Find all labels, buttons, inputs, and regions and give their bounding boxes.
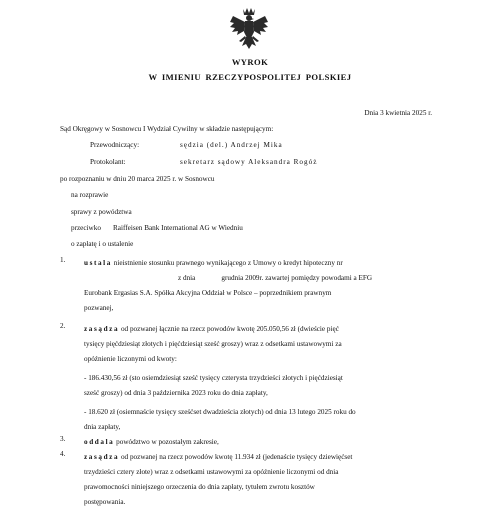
item-text: sześć groszy) od dnia 3 października 2023 roku do dnia zapłaty, bbox=[84, 389, 268, 397]
item-text: od pozwanej na rzecz powodów kwotę 11.934 zł (jedenaście tysięcy dziewięćset bbox=[120, 453, 353, 461]
judgment-items bbox=[60, 256, 436, 510]
case-subject: o zapłatę i o ustalenie bbox=[71, 240, 134, 248]
item-number: 3. bbox=[60, 435, 66, 443]
hearing-line: po rozpoznaniu w dniu 20 marca 2025 r. w Sosnowcu bbox=[60, 175, 215, 183]
item-text: Eurobank Ergasias S.A. Spółka Akcyjna Oddział w Polsce – poprzednikiem prawnym bbox=[84, 289, 332, 297]
item-text: z dnia bbox=[178, 274, 196, 282]
court-composition: Sąd Okręgowy w Sosnowcu I Wydział Cywilny w składzie następującym: bbox=[60, 125, 274, 133]
item-text: - 186.430,56 zł (sto osiemdziesiąt sześć tysięcy czterysta trzydzieści złotych i pięćdziesiąt bbox=[84, 374, 343, 382]
item-number: 4. bbox=[60, 450, 66, 458]
item-text: - 18.620 zł (osiemnaście tysięcy sześćset dwadzieścia złotych) od dnia 13 lutego 2025 roku do bbox=[84, 408, 356, 416]
list-item bbox=[60, 256, 436, 316]
item-text: powództwo w pozostałym zakresie, bbox=[116, 438, 219, 446]
document-subtitle: W IMIENIU RZECZYPOSPOLITEJ POLSKIEJ bbox=[148, 72, 352, 82]
defendant-label: przeciwko bbox=[71, 224, 101, 232]
list-item bbox=[60, 435, 436, 450]
item-text: prawomocności niniejszego orzeczenia do dnia zapłaty, tytułem zwrotu kosztów bbox=[84, 483, 315, 491]
item-text: grudnia 2009r. zawartej pomiędzy powodami a EFG bbox=[221, 274, 373, 282]
clerk-label: Protokolant: bbox=[90, 158, 126, 166]
item-keyword: oddala bbox=[84, 438, 115, 446]
item-text: dnia zapłaty, bbox=[84, 423, 121, 431]
judgment-date: Dnia 3 kwietnia 2025 r. bbox=[364, 109, 432, 117]
item-text: trzydzieści cztery złote) wraz z odsetkami ustawowymi za opóźnienie liczonymi od dnia bbox=[84, 468, 339, 476]
defendant-name: Raiffeisen Bank International AG w Wiedniu bbox=[113, 224, 243, 232]
list-item bbox=[60, 450, 436, 510]
item-text: postępowania. bbox=[84, 498, 126, 506]
presiding-judge: sędzia (del.) Andrzej Mika bbox=[180, 141, 283, 149]
polish-eagle-icon bbox=[228, 6, 270, 54]
clerk-name: sekretarz sądowy Aleksandra Rogóż bbox=[180, 158, 318, 166]
document-title: WYROK bbox=[231, 57, 269, 67]
item-number: 1. bbox=[60, 256, 66, 264]
item-text: nieistnienie stosunku prawnego wynikającego z Umowy o kredyt hipoteczny nr bbox=[113, 259, 343, 267]
case-from: sprawy z powództwa bbox=[71, 208, 132, 216]
item-text: od pozwanej łącznie na rzecz powodów kwotę 205.050,56 zł (dwieście pięć bbox=[120, 325, 339, 333]
item-text: opóźnienie liczonymi od kwoty: bbox=[84, 355, 177, 363]
hearing-type: na rozprawie bbox=[71, 191, 109, 199]
item-text: tysięcy pięćdziesiąt złotych i pięćdziesiąt sześć groszy) wraz z odsetkami ustawowymi za bbox=[84, 340, 342, 348]
item-keyword: zasądza bbox=[84, 453, 120, 461]
item-number: 2. bbox=[60, 322, 66, 330]
item-keyword: zasądza bbox=[84, 325, 120, 333]
list-item bbox=[60, 322, 436, 435]
presiding-label: Przewodniczący: bbox=[90, 141, 140, 149]
item-keyword: ustala bbox=[84, 259, 112, 267]
item-text: pozwanej, bbox=[84, 304, 114, 312]
